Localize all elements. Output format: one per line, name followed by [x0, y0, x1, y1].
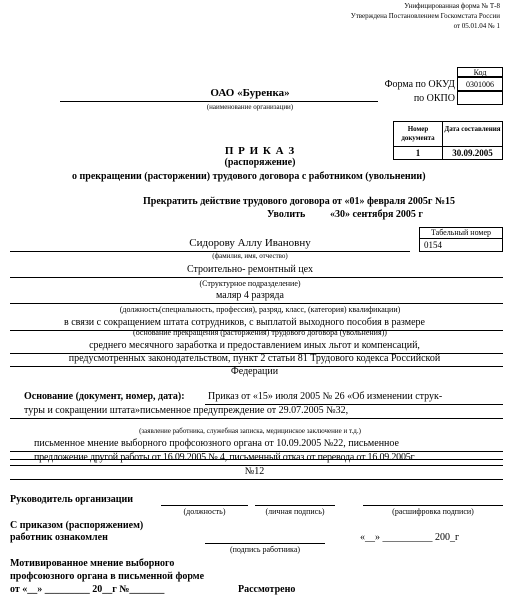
employee-name-line	[10, 251, 410, 252]
employee-unit-line	[10, 277, 503, 278]
basis-line-1: Приказ от «15» июля 2005 № 26 «Об изменении струк-	[208, 391, 443, 402]
union-label-2: профсоюзного органа в письменной форме	[10, 571, 205, 582]
basis-label: Основание (документ, номер, дата):	[24, 391, 185, 402]
basis-line-4-strike	[10, 459, 503, 460]
basis-line-5: №12	[244, 466, 265, 477]
organization-name: ОАО «Буренка»	[210, 87, 290, 99]
code-label: Код	[473, 68, 487, 77]
tab-number-value: 0154	[424, 240, 442, 250]
tab-number-label: Табельный номер	[430, 228, 492, 237]
employee-position: маляр 4 разряда	[216, 290, 284, 301]
union-date-line[interactable]: от «__» _________ 20__г №_______	[10, 584, 165, 595]
doc-number-value: 1	[415, 148, 421, 158]
head-position-caption: (должность)	[183, 507, 226, 516]
grounds-line-3: предусмотренных законодательством, пункт 2 статьи 81 Трудового кодекса Российской	[68, 353, 441, 364]
doc-number-cell	[393, 146, 443, 160]
grounds-line-1: в связи с сокращением штата сотрудников, с выплатой выходного пособия в размере	[64, 317, 425, 328]
union-label-1: Мотивированное мнение выборного	[10, 558, 175, 569]
terminate-line: Прекратить действие трудового договора от «01» февраля 2005г №15	[143, 196, 455, 207]
dismiss-label: Уволить	[267, 209, 306, 220]
dismiss-date: «30» сентября 2005 г	[330, 209, 423, 220]
okud-cell	[457, 77, 503, 91]
doc-date-cell	[442, 146, 503, 160]
employee-position-line	[10, 303, 503, 304]
order-title: П Р И К А З	[224, 145, 296, 157]
employee-signature-caption: (подпись работника)	[229, 545, 301, 554]
employee-position-caption: (должность(специальность, профессия), разряд, класс, (категория) квалификации)	[119, 305, 401, 314]
form-line-2: Утверждена Постановлением Госкомстата России	[350, 12, 500, 20]
doc-number-header-label: Номер документа	[401, 125, 435, 142]
employee-name-caption: (фамилия, имя, отчество)	[212, 252, 288, 260]
employee-unit-caption: (Структурное подразделение)	[199, 279, 301, 288]
head-decode-line[interactable]	[363, 505, 503, 506]
okud-value: 0301006	[466, 80, 494, 89]
form-line-1: Унифицированная форма № Т-8	[404, 2, 500, 10]
tab-number-cell	[419, 238, 503, 252]
grounds-caption: (основание прекращения (расторжения) трудового договора (увольнения))	[133, 328, 387, 337]
basis-line-4: предложение другой работы от 16.09.2005 № 4, письменный отказ от перевода от 16.09.2005г	[34, 452, 415, 463]
employee-signature-line[interactable]	[205, 543, 325, 544]
head-signature-caption: (личная подпись)	[265, 507, 325, 516]
head-decode-caption: (расшифровка подписи)	[392, 507, 474, 516]
doc-date-value: 30.09.2005	[452, 148, 493, 158]
employee-unit: Строительно- ремонтный цех	[187, 264, 313, 275]
basis-line-3: письменное мнение выборного профсоюзного органа от 10.09.2005 №22, письменное	[34, 438, 399, 449]
employee-name: Сидорову Аллу Ивановну	[189, 237, 311, 249]
head-label: Руководитель организации	[10, 494, 134, 505]
basis-caption: (заявление работника, служебная записка, медицинское заключение и т.д.)	[139, 427, 361, 435]
okpo-cell	[457, 91, 503, 105]
doc-date-header	[442, 121, 503, 147]
order-subject: о прекращении (расторжении) трудового договора с работником (увольнении)	[72, 171, 426, 182]
order-subtitle: (распоряжение)	[224, 157, 296, 168]
acquainted-label-2: работник ознакомлен	[10, 532, 108, 543]
grounds-line-4: Федерации	[230, 366, 279, 377]
basis-line-2: туры и сокращении штата»письменное предупреждение от 29.07.2005 №32,	[24, 405, 349, 416]
head-position-line[interactable]	[161, 505, 248, 506]
basis-line-2-rule	[10, 418, 503, 419]
organization-caption: (наименование организации)	[206, 103, 294, 111]
okpo-label: по ОКПО	[413, 93, 455, 104]
organization-line	[60, 101, 378, 102]
acquainted-date[interactable]: «__» __________ 200_г	[360, 532, 460, 543]
basis-line-5-rule	[10, 479, 503, 480]
okud-label: Форма по ОКУД	[384, 79, 455, 90]
union-considered: Рассмотрено	[238, 584, 296, 595]
grounds-line-2: среднего месячного заработка и предоставлением иных льгот и компенсаций,	[89, 340, 420, 351]
head-signature-line[interactable]	[255, 505, 335, 506]
code-header-cell	[457, 67, 503, 77]
doc-number-header	[393, 121, 443, 147]
acquainted-label-1: С приказом (распоряжением)	[10, 520, 144, 531]
form-line-3: от 05.01.04 № 1	[453, 22, 500, 30]
doc-date-header-label: Дата составления	[444, 125, 501, 133]
